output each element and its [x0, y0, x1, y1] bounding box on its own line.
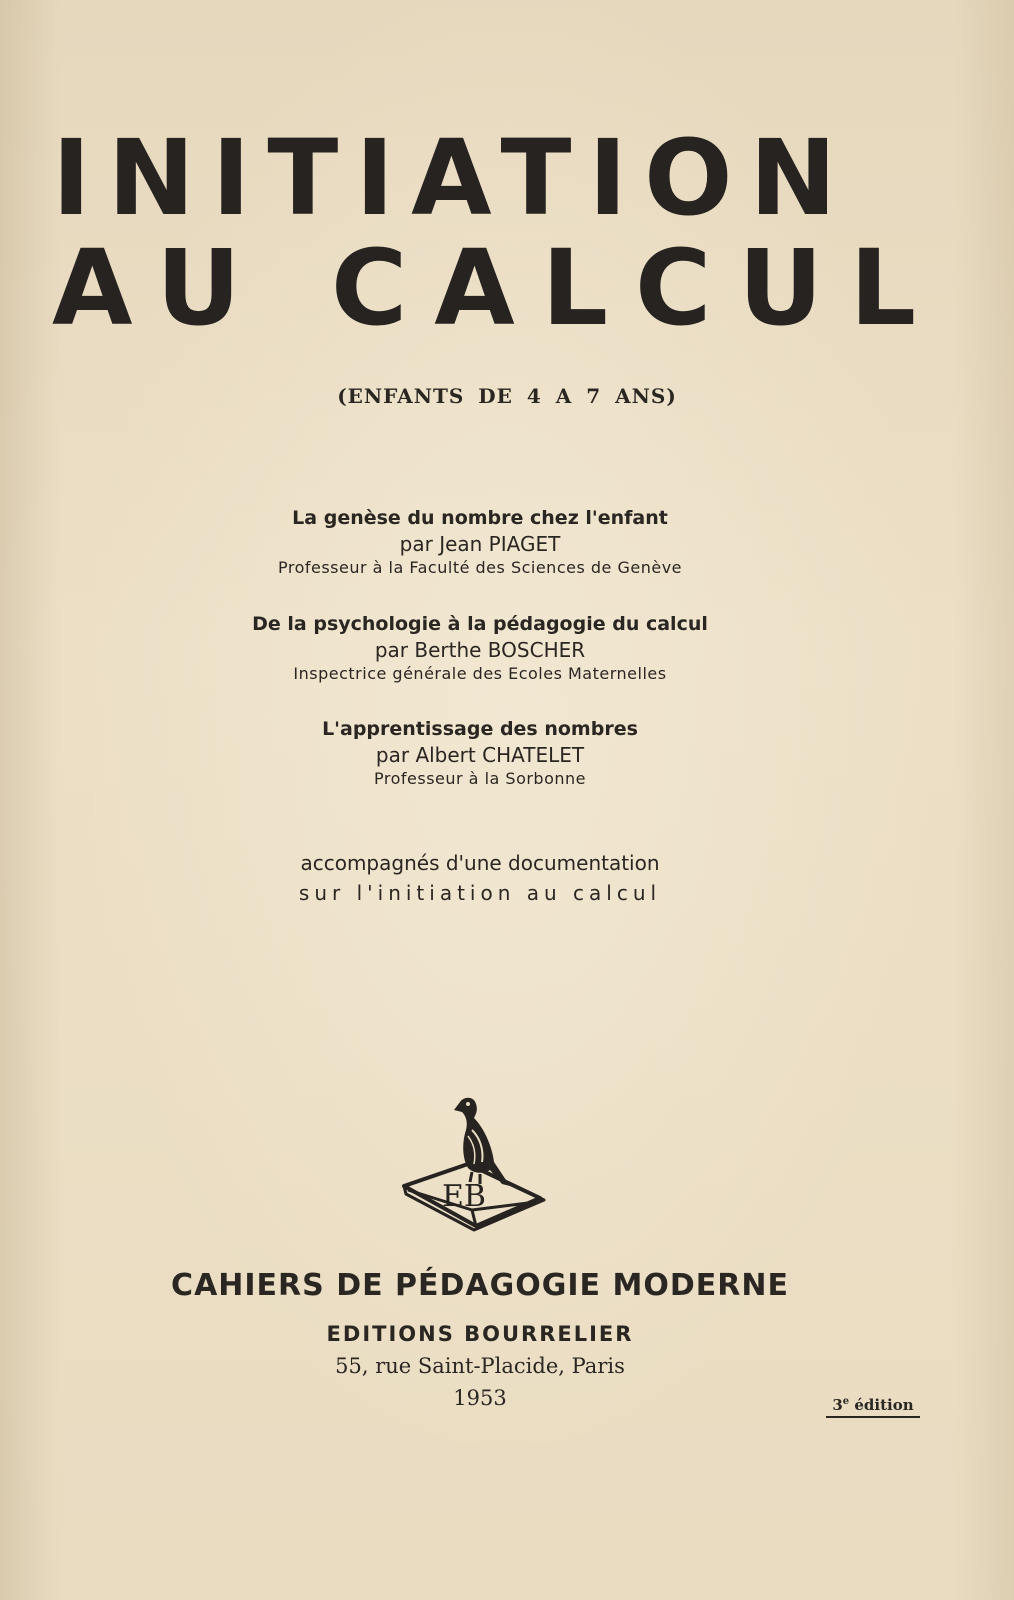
- subtitle: (ENFANTS DE 4 A 7 ANS): [337, 384, 677, 408]
- edition-word: édition: [854, 1396, 914, 1414]
- work-title: L'apprentissage des nombres: [322, 718, 638, 740]
- logo-letters: EB: [442, 1179, 486, 1214]
- author-role: Professeur à la Faculté des Sciences de Genève: [277, 558, 683, 577]
- edition-suffix: e: [842, 1396, 850, 1407]
- title-line-1: INITIATION: [52, 117, 854, 239]
- series-name: CAHIERS DE PÉDAGOGIE MODERNE: [171, 1268, 789, 1303]
- edition-number: 3: [832, 1396, 843, 1414]
- publication-year: 1953: [453, 1386, 507, 1410]
- author-role: Professeur à la Sorbonne: [374, 769, 586, 788]
- title-line-2: AU CALCUL: [52, 227, 944, 349]
- publisher-address: 55, rue Saint-Placide, Paris: [335, 1354, 625, 1378]
- accompaniment-note: [0, 848, 960, 908]
- bird-on-book-icon: [398, 1090, 548, 1240]
- work-entry-chatelet: [0, 716, 960, 790]
- work-title: De la psychologie à la pédagogie du calcul: [252, 613, 708, 635]
- author-role: Inspectrice générale des Ecoles Maternelles: [293, 664, 667, 683]
- publisher-name: EDITIONS BOURRELIER: [326, 1322, 634, 1346]
- accompaniment-line-2: sur l'initiation au calcul: [298, 881, 662, 905]
- work-author: par Berthe BOSCHER: [374, 638, 586, 662]
- work-author: par Albert CHATELET: [375, 743, 585, 767]
- work-entry-piaget: [0, 505, 960, 579]
- work-title: La genèse du nombre chez l'enfant: [292, 507, 668, 529]
- work-entry-boscher: [0, 611, 960, 685]
- accompaniment-line-1: accompagnés d'une documentation: [300, 851, 660, 875]
- edition-label: [826, 1396, 920, 1418]
- work-author: par Jean PIAGET: [399, 532, 561, 556]
